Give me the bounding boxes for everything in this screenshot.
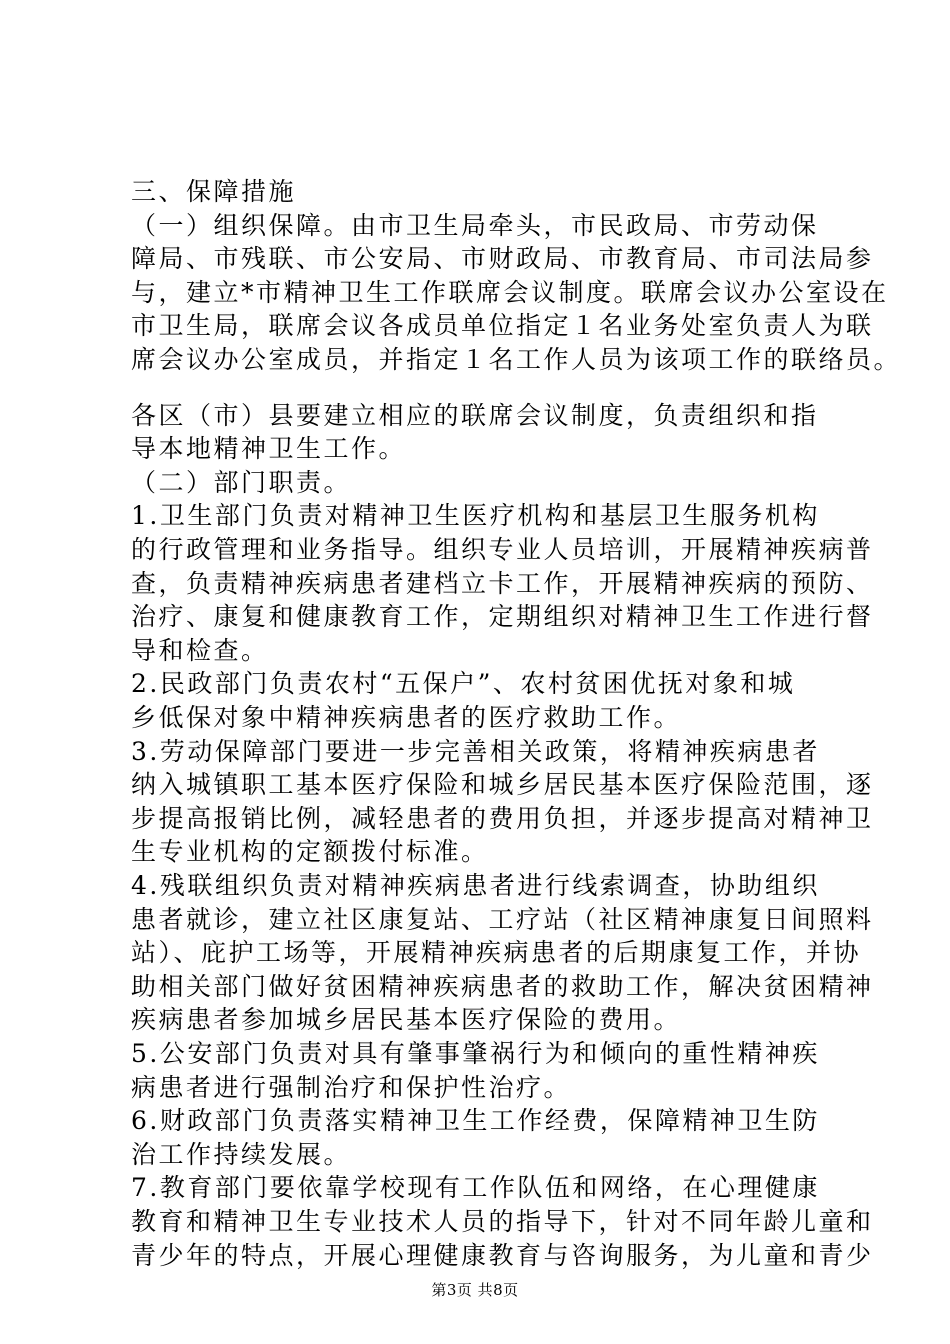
text-line: 导本地精神卫生工作。: [131, 434, 407, 464]
text-line: 查，负责精神疾病患者建档立卡工作，开展精神疾病的预防、: [131, 568, 874, 598]
text-line: 纳入城镇职工基本医疗保险和城乡居民基本医疗保险范围，逐: [131, 770, 874, 800]
section-heading: 三、保障措施: [131, 177, 297, 206]
text-line: 步提高报销比例，减轻患者的费用负担，并逐步提高对精神卫: [131, 803, 874, 833]
text-line: 2.民政部门负责农村“五保户”、农村贫困优抚对象和城: [131, 669, 796, 699]
text-line: 与，建立*市精神卫生工作联席会议制度。联席会议办公室设在: [131, 277, 889, 307]
text-line: 1.卫生部门负责对精神卫生医疗机构和基层卫生服务机构: [131, 501, 820, 531]
text-line: 生专业机构的定额拨付标准。: [131, 837, 489, 867]
text-line: （一）组织保障。由市卫生局牵头，市民政局、市劳动保: [131, 210, 819, 240]
text-line: 6.财政部门负责落实精神卫生工作经费，保障精神卫生防: [131, 1106, 820, 1136]
text-line: 病患者进行强制治疗和保护性治疗。: [131, 1072, 572, 1102]
text-line: 疾病患者参加城乡居民基本医疗保险的费用。: [131, 1005, 682, 1035]
text-line: 的行政管理和业务指导。组织专业人员培训，开展精神疾病普: [131, 535, 874, 564]
text-line: 7.教育部门要依靠学校现有工作队伍和网络，在心理健康: [131, 1173, 820, 1203]
text-line: 障局、市残联、市公安局、市财政局、市教育局、市司法局参: [131, 244, 874, 274]
text-line: 站）、庇护工场等，开展精神疾病患者的后期康复工作，并协: [131, 938, 862, 968]
text-line: 导和检查。: [131, 635, 269, 665]
text-line: 助相关部门做好贫困精神疾病患者的救助工作，解决贫困精神: [131, 971, 874, 1001]
text-line: 治疗、康复和健康教育工作，定期组织对精神卫生工作进行督: [131, 602, 874, 632]
text-line: 治工作持续发展。: [131, 1139, 352, 1169]
text-line: 5.公安部门负责对具有肇事肇祸行为和倾向的重性精神疾: [131, 1039, 820, 1068]
text-line: 4.残联组织负责对精神疾病患者进行线索调查，协助组织: [131, 871, 820, 900]
text-line: 乡低保对象中精神疾病患者的医疗救助工作。: [131, 703, 682, 732]
subsection-heading: （二）部门职责。: [131, 467, 352, 497]
text-line: 患者就诊，建立社区康复站、工疗站（社区精神康复日间照料: [131, 904, 874, 934]
text-line: 青少年的特点，开展心理健康教育与咨询服务，为儿童和青少: [131, 1240, 874, 1270]
text-line: 3.劳动保障部门要进一步完善相关政策，将精神疾病患者: [131, 736, 820, 766]
page-footer: 第3页 共8页: [431, 1281, 519, 1299]
text-line: 各区（市）县要建立相应的联席会议制度，负责组织和指: [131, 400, 819, 430]
text-line: 市卫生局，联席会议各成员单位指定１名业务处室负责人为联: [131, 311, 874, 341]
text-line: 教育和精神卫生专业技术人员的指导下，针对不同年龄儿童和: [131, 1207, 874, 1236]
text-line: 席会议办公室成员，并指定１名工作人员为该项工作的联络员。: [131, 345, 902, 374]
